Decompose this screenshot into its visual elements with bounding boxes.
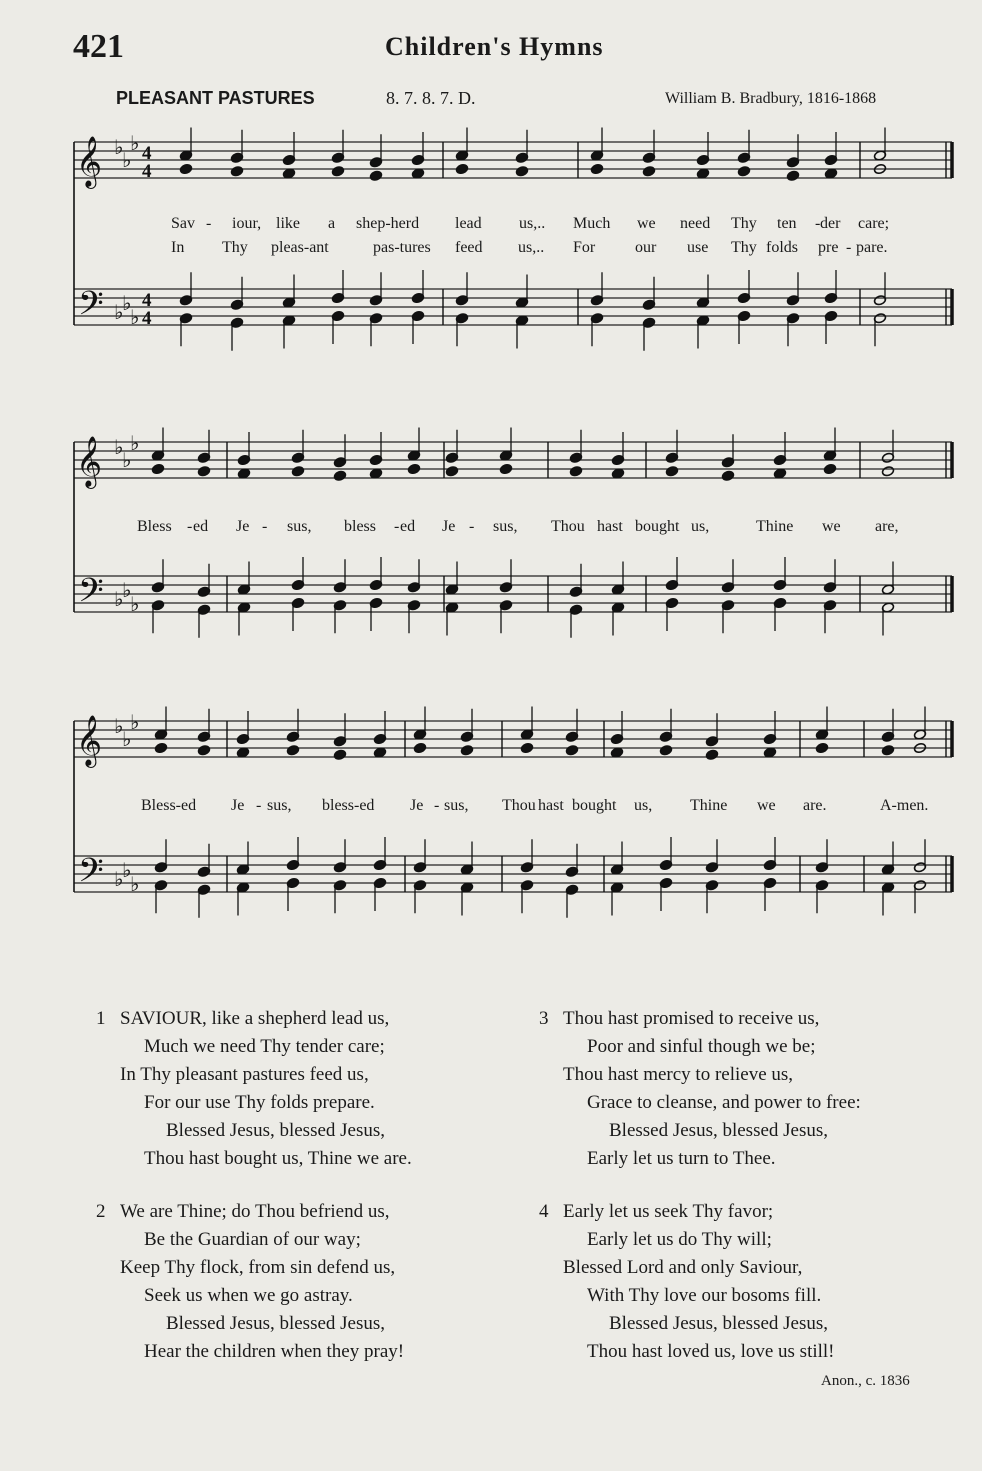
tune-name: PLEASANT PASTURES: [116, 88, 315, 108]
lyric-syllable: -: [262, 518, 268, 535]
treble-note-lower: [230, 166, 243, 177]
verse-number: 3: [539, 1008, 549, 1029]
flat-sign: ♭: [130, 710, 140, 734]
lyric-syllable: folds: [766, 239, 798, 256]
lyric-syllable: we: [757, 797, 776, 814]
lyric-syllable: sus,: [287, 518, 312, 535]
lyric-syllable: -: [187, 518, 193, 535]
bass-clef: 𝄢: [78, 285, 104, 331]
lyric-syllable: bless-ed: [322, 797, 375, 814]
lyric-syllable: For: [573, 239, 596, 256]
treble-note-lower: [455, 163, 468, 174]
flat-sign: ♭: [122, 858, 132, 882]
treble-note-lower: [520, 742, 533, 753]
treble-note-lower: [642, 166, 655, 177]
lyric-syllable: need: [680, 215, 711, 232]
running-head: Children's Hymns: [385, 32, 604, 61]
treble-note-lower: [331, 166, 344, 177]
lyric-syllable: pre: [818, 239, 839, 256]
lyric-syllable: bought: [635, 518, 680, 535]
lyric-syllable: Thou: [551, 518, 585, 535]
lyric-syllable: lead: [455, 215, 482, 232]
lyric-syllable: Thy: [731, 239, 757, 256]
treble-note-lower: [590, 163, 603, 174]
verse-line: Early let us turn to Thee.: [587, 1148, 776, 1169]
verse-line: Hear the children when they pray!: [144, 1341, 405, 1362]
lyric-syllable: Thine: [756, 518, 794, 535]
flat-sign: ♭: [122, 578, 132, 602]
lyric-syllable: us,..: [518, 239, 545, 256]
treble-note-lower: [407, 463, 420, 474]
treble-note-lower: [179, 163, 192, 174]
lyric-syllable: us,: [691, 518, 710, 535]
lyric-syllable: Sav: [171, 215, 195, 232]
lyric-syllable: use: [687, 239, 709, 256]
lyric-syllable: feed: [455, 239, 483, 256]
verse-line: Blessed Jesus, blessed Jesus,: [609, 1313, 829, 1334]
lyric-syllable: bought: [572, 797, 617, 814]
time-signature-top: 4: [142, 143, 152, 164]
treble-note-lower: [151, 463, 164, 474]
time-signature-bottom: 4: [142, 161, 152, 182]
lyric-syllable: sus,: [267, 797, 292, 814]
lyric-syllable: hast: [597, 518, 623, 535]
flat-sign: ♭: [122, 291, 132, 315]
flat-sign: ♭: [114, 435, 124, 459]
lyric-syllable: -: [206, 215, 212, 232]
verse-line: Be the Guardian of our way;: [144, 1229, 361, 1250]
verse-line: Keep Thy flock, from sin defend us,: [120, 1257, 396, 1278]
verse-line: Seek us when we go astray.: [144, 1285, 353, 1306]
verse-number: 4: [539, 1201, 549, 1222]
verse-line: Much we need Thy tender care;: [144, 1036, 385, 1057]
lyric-syllable: Thine: [690, 797, 728, 814]
treble-note-lower: [369, 170, 382, 181]
treble-note-lower: [665, 466, 678, 477]
lyric-syllable: hast: [538, 797, 564, 814]
verse-line: Blessed Jesus, blessed Jesus,: [609, 1120, 829, 1141]
treble-note-lower: [515, 166, 528, 177]
lyric-syllable: are.: [803, 797, 827, 814]
verse-line: Blessed Jesus, blessed Jesus,: [166, 1120, 386, 1141]
treble-note-lower: [413, 742, 426, 753]
flat-sign: ♭: [130, 592, 140, 616]
attribution: Anon., c. 1836: [821, 1373, 910, 1389]
verse-line: In Thy pleasant pastures feed us,: [120, 1064, 369, 1085]
treble-note-lower: [286, 745, 299, 756]
flat-sign: ♭: [114, 714, 124, 738]
treble-note-lower: [197, 466, 210, 477]
lyric-syllable: Bless: [137, 518, 172, 535]
treble-note-lower: [565, 745, 578, 756]
treble-note-lower: [881, 466, 894, 477]
time-signature-top: 4: [142, 290, 152, 311]
lyric-syllable: like: [276, 215, 300, 232]
treble-note-lower: [460, 745, 473, 756]
flat-sign: ♭: [130, 872, 140, 896]
verse-line: With Thy love our bosoms fill.: [587, 1285, 822, 1306]
treble-note-lower: [815, 742, 828, 753]
lyric-syllable: our: [635, 239, 657, 256]
flat-sign: ♭: [114, 867, 124, 891]
lyric-syllable: a: [328, 215, 336, 232]
lyric-syllable: we: [637, 215, 656, 232]
verse-line: Poor and sinful though we be;: [587, 1036, 816, 1057]
lyric-syllable: we: [822, 518, 841, 535]
lyric-syllable: pare.: [856, 239, 888, 256]
verse-3: [539, 1005, 861, 1173]
verse-line: Thou hast promised to receive us,: [563, 1008, 820, 1029]
verse-number: 1: [96, 1008, 106, 1029]
time-signature-bottom: 4: [142, 308, 152, 329]
treble-note-lower: [499, 463, 512, 474]
treble-note-lower: [737, 166, 750, 177]
bass-clef: 𝄢: [78, 572, 104, 618]
lyric-syllable: In: [171, 239, 185, 256]
lyric-syllable: Thou: [502, 797, 536, 814]
verse-line: Early let us seek Thy favor;: [563, 1201, 774, 1222]
lyric-syllable: shep-herd: [356, 215, 420, 232]
bass-clef: 𝄢: [78, 852, 104, 898]
lyric-syllable: Much: [573, 215, 611, 232]
lyric-syllable: ten: [777, 215, 797, 232]
lyric-syllable: care;: [858, 215, 890, 232]
flat-sign: ♭: [114, 300, 124, 324]
lyric-syllable: -: [394, 518, 400, 535]
lyric-syllable: -: [846, 239, 852, 256]
flat-sign: ♭: [114, 587, 124, 611]
verse-number: 2: [96, 1201, 106, 1222]
verse-2: [96, 1198, 405, 1366]
hymn-number: 421: [73, 28, 124, 65]
lyric-syllable: -: [256, 797, 262, 814]
treble-clef: 𝄞: [76, 715, 103, 766]
lyric-syllable: pleas-ant: [271, 239, 329, 256]
flat-sign: ♭: [130, 431, 140, 455]
lyric-syllable: -: [469, 518, 475, 535]
lyric-syllable: Je: [231, 797, 245, 814]
verse-line: Blessed Lord and only Saviour,: [563, 1257, 803, 1278]
verse-line: Thou hast mercy to relieve us,: [563, 1064, 794, 1085]
treble-note-lower: [705, 749, 718, 760]
lyric-syllable: bless: [344, 518, 376, 535]
treble-note-lower: [659, 745, 672, 756]
lyric-syllable: Je: [236, 518, 250, 535]
lyric-syllable: A-men.: [880, 797, 929, 814]
lyric-syllable: Thy: [222, 239, 248, 256]
flat-sign: ♭: [114, 135, 124, 159]
treble-note-lower: [291, 466, 304, 477]
lyric-syllable: Je: [442, 518, 456, 535]
flat-sign: ♭: [130, 131, 140, 155]
verse-line: For our use Thy folds prepare.: [144, 1092, 375, 1113]
verse-line: Blessed Jesus, blessed Jesus,: [166, 1313, 386, 1334]
treble-note-lower: [154, 742, 167, 753]
lyric-syllable: iour,: [232, 215, 262, 232]
flat-sign: ♭: [122, 727, 132, 751]
treble-clef: 𝄞: [76, 136, 103, 187]
verse-line: Grace to cleanse, and power to free:: [587, 1092, 861, 1113]
lyric-syllable: us,: [634, 797, 653, 814]
treble-note-lower: [786, 170, 799, 181]
verse-1: [96, 1005, 412, 1173]
treble-note-lower: [333, 470, 346, 481]
lyric-syllable: us,..: [519, 215, 546, 232]
verse-line: Thou hast bought us, Thine we are.: [144, 1148, 412, 1169]
lyric-syllable: Bless-ed: [141, 797, 197, 814]
treble-note-lower: [333, 749, 346, 760]
lyric-syllable: Je: [410, 797, 424, 814]
lyric-syllable: pas-tures: [373, 239, 431, 256]
lyric-syllable: ed: [193, 518, 209, 535]
treble-note-lower: [881, 745, 894, 756]
meter: 8. 7. 8. 7. D.: [386, 88, 476, 108]
lyric-syllable: are,: [875, 518, 899, 535]
lyric-syllable: ed: [400, 518, 416, 535]
lyric-syllable: -: [434, 797, 440, 814]
verse-line: Early let us do Thy will;: [587, 1229, 772, 1250]
treble-note-lower: [445, 466, 458, 477]
lyric-syllable: -: [815, 215, 821, 232]
lyric-syllable: der: [820, 215, 841, 232]
verse-line: Thou hast loved us, love us still!: [587, 1341, 835, 1362]
treble-note-lower: [197, 745, 210, 756]
treble-note-lower: [823, 463, 836, 474]
flat-sign: ♭: [130, 305, 140, 329]
flat-sign: ♭: [122, 148, 132, 172]
verse-line: We are Thine; do Thou befriend us,: [120, 1201, 390, 1222]
lyric-syllable: Thy: [731, 215, 757, 232]
verse-4: [539, 1198, 835, 1366]
treble-note-lower: [721, 470, 734, 481]
treble-clef: 𝄞: [76, 436, 103, 487]
lyric-syllable: sus,: [444, 797, 469, 814]
lyric-syllable: sus,: [493, 518, 518, 535]
flat-sign: ♭: [122, 448, 132, 472]
verse-line: SAVIOUR, like a shepherd lead us,: [120, 1008, 390, 1029]
treble-note-lower: [569, 466, 582, 477]
composer: William B. Bradbury, 1816-1868: [665, 90, 877, 107]
